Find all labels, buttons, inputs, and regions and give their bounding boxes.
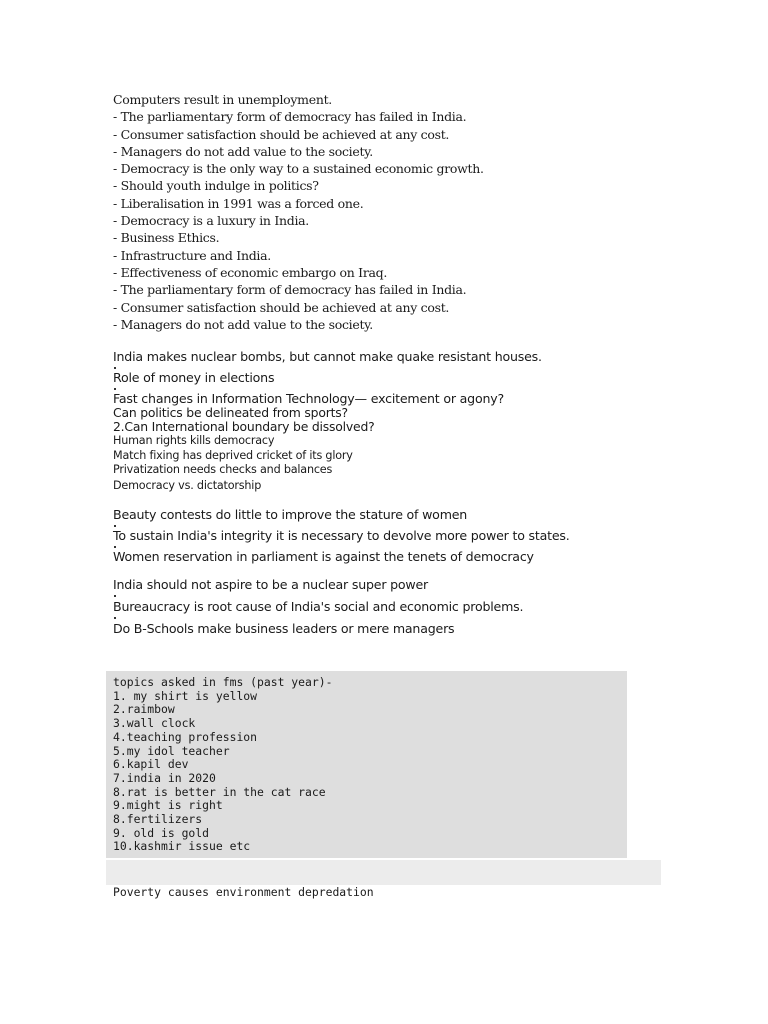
list-item: 7.india in 2020 <box>113 770 216 785</box>
topic-line: - Liberalisation in 1991 was a forced one. <box>113 195 364 211</box>
topic-line: Human rights kills democracy <box>113 434 275 447</box>
topic-line: To sustain India's integrity it is necessary to devolve more power to states. <box>113 528 570 543</box>
topic-line: Privatization needs checks and balances <box>113 463 333 476</box>
topic-line: Bureaucracy is root cause of India's social and economic problems. <box>113 599 524 614</box>
topic-line: 2.Can International boundary be dissolved? <box>113 419 375 434</box>
topic-line: - The parliamentary form of democracy has failed in India. <box>113 282 467 298</box>
topic-line: Fast changes in Information Technology— excitement or agony? <box>113 391 504 406</box>
topic-line: Beauty contests do little to improve the stature of women <box>113 507 468 522</box>
topic-line: India makes nuclear bombs, but cannot make quake resistant houses. <box>113 349 542 364</box>
topic-line: - Democracy is a luxury in India. <box>113 213 309 229</box>
list-item: 4.teaching profession <box>113 729 258 744</box>
list-item: 5.my idol teacher <box>113 743 230 758</box>
topic-line: - Infrastructure and India. <box>113 247 271 263</box>
topic-line: - Consumer satisfaction should be achieved at any cost. <box>113 126 450 142</box>
list-item: 8.fertilizers <box>113 812 203 827</box>
list-item: 8.rat is better in the cat race <box>113 784 326 799</box>
fms-heading: topics asked in fms (past year)- <box>113 675 333 689</box>
topic-line: Role of money in elections <box>113 370 275 385</box>
topic-line: - Should youth indulge in politics? <box>113 178 319 194</box>
list-item: 6.kapil dev <box>113 757 189 772</box>
topic-line: Computers result in unemployment. <box>113 92 332 107</box>
topic-line: - Consumer satisfaction should be achieved at any cost. <box>113 299 450 315</box>
topic-line: - Business Ethics. <box>113 230 220 246</box>
topic-line: - Effectiveness of economic embargo on Iraq. <box>113 264 388 280</box>
topic-line: - The parliamentary form of democracy has failed in India. <box>113 109 467 125</box>
list-item: 2.raimbow <box>113 702 175 717</box>
topic-line: Women reservation in parliament is against the tenets of democracy <box>113 549 534 564</box>
grey-strip <box>106 860 661 885</box>
list-item: 1. my shirt is yellow <box>113 688 258 703</box>
topic-line: Match fixing has deprived cricket of its glory <box>113 449 353 462</box>
serif-topic-list <box>113 91 484 333</box>
list-item: 9. old is gold <box>113 825 210 840</box>
bullet-marker <box>114 546 116 548</box>
topic-line: - Democracy is the only way to a sustained economic growth. <box>113 161 484 177</box>
topic-line: India should not aspire to be a nuclear super power <box>113 577 429 592</box>
bullet-marker <box>114 367 116 369</box>
topic-line: Democracy vs. dictatorship <box>113 479 262 492</box>
topic-line: Do B-Schools make business leaders or mere managers <box>113 621 455 636</box>
topic-line: - Managers do not add value to the society. <box>113 316 373 332</box>
bullet-marker <box>114 617 116 619</box>
bullet-marker <box>114 388 116 390</box>
topic-line: Can politics be delineated from sports? <box>113 405 348 420</box>
list-item: 9.might is right <box>113 798 223 813</box>
fms-topics-list <box>113 676 332 854</box>
bullet-marker <box>114 595 116 597</box>
list-item: 10.kashmir issue etc <box>113 839 251 854</box>
bullet-marker <box>114 525 116 527</box>
poverty-topic: Poverty causes environment depredation <box>113 885 374 899</box>
list-item: 3.wall clock <box>113 716 196 731</box>
topic-line: - Managers do not add value to the society. <box>113 143 373 159</box>
